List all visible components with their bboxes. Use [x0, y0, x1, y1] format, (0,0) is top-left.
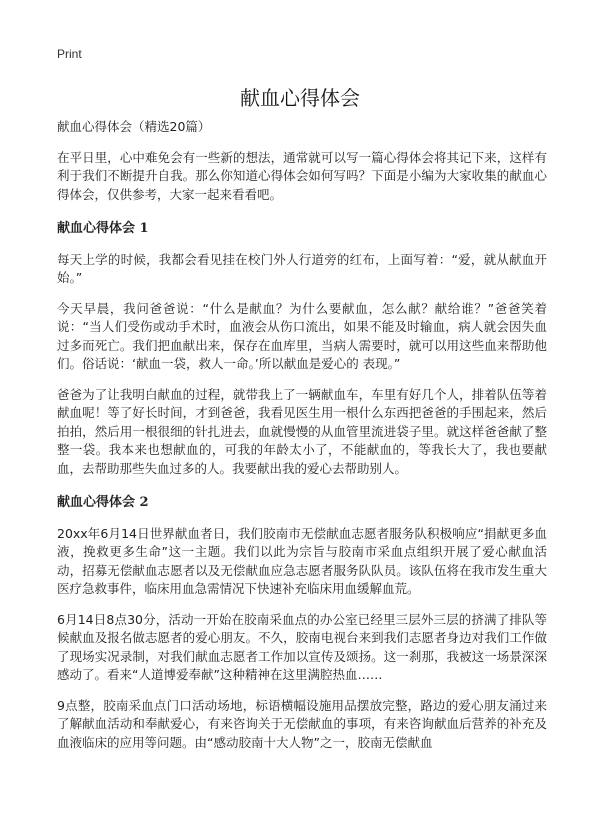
paragraph: 20xx年6月14日世界献血者日，我们胶南市无偿献血志愿者服务队积极响应“捐献更多血液，挽救更多生命”这一主题。我们以此为宗旨与胶南市采血点组织开展了爱心献血活动，招募无偿献血志愿者以及无偿献血应急志愿者服务队队员。该队伍将在我市发生重大医疗急救事件，临床用血急需情况下快速补充临床用血缓解血荒。 [57, 525, 547, 596]
paragraph: 6月14日8点30分，活动一开始在胶南采血点的办公室已经里三层外三层的挤满了排队等候献血及报名做志愿者的爱心朋友。不久，胶南电视台来到我们志愿者身边对我们工作做了现场实况录制，对我们献血志愿者工作加以宣传及颂扬。这一刹那，我被这一场景深深感动了。看来“人道博爱奉献”这种精神在这里满腔热血…… [57, 611, 547, 682]
article-subtitle: 献血心得体会（精选20篇） [57, 119, 211, 134]
article-body [57, 118, 547, 764]
page-title: 献血心得体会 [240, 86, 360, 110]
paragraph: 今天早晨，我问爸爸说：“什么是献血？为什么要献血，怎么献？献给谁？”爸爸笑着说：“当人们受伤或动手术时，血液会从伤口流出，如果不能及时输血，病人就会因失血过多而死亡。我们把血献出来，保存在血库里，当病人需要时，就可以用这些血来帮助他们。俗话说：‘献血一袋，救人一命。’所以献血是爱心的 表现。” [57, 300, 547, 371]
section-heading: 献血心得体会 1 [57, 221, 149, 236]
print-link[interactable]: Print [57, 47, 82, 61]
intro-paragraph: 在平日里，心中难免会有一些新的想法，通常就可以写一篇心得体会将其记下来，这样有利于我们不断提升自我。那么你知道心得体会如何写吗？下面是小编为大家收集的献血心得体会，仅供参考，大家一起来看看吧。 [57, 149, 547, 202]
paragraph: 9点整，胶南采血点门口活动场地，标语横幅设施用品摆放完整，路边的爱心朋友涌过来了解献血活动和奉献爱心，有来咨询关于无偿献血的事项，有来咨询献血后营养的补充及血液临床的应用等问题。由“感动胶南十大人物”之一，胶南无偿献血 [57, 697, 547, 750]
section-heading: 献血心得体会 2 [57, 495, 149, 510]
paragraph: 爸爸为了让我明白献血的过程，就带我上了一辆献血车，车里有好几个人，排着队伍等着献血呢！等了好长时间，才到爸爸，我看见医生用一根什么东西把爸爸的手围起来，然后拍拍，然后用一根很细的针扎进去，血就慢慢的从血管里流进袋子里。就这样爸爸献了整整一袋。我本来也想献血的，可我的年龄太小了，不能献血的，等我长大了，我也要献血，去帮助那些失血过多的人。我要献出我的爱心去帮助别人。 [57, 386, 547, 476]
paragraph: 每天上学的时候，我都会看见挂在校门外人行道旁的红布，上面写着：“爱，就从献血开始。” [57, 251, 547, 285]
